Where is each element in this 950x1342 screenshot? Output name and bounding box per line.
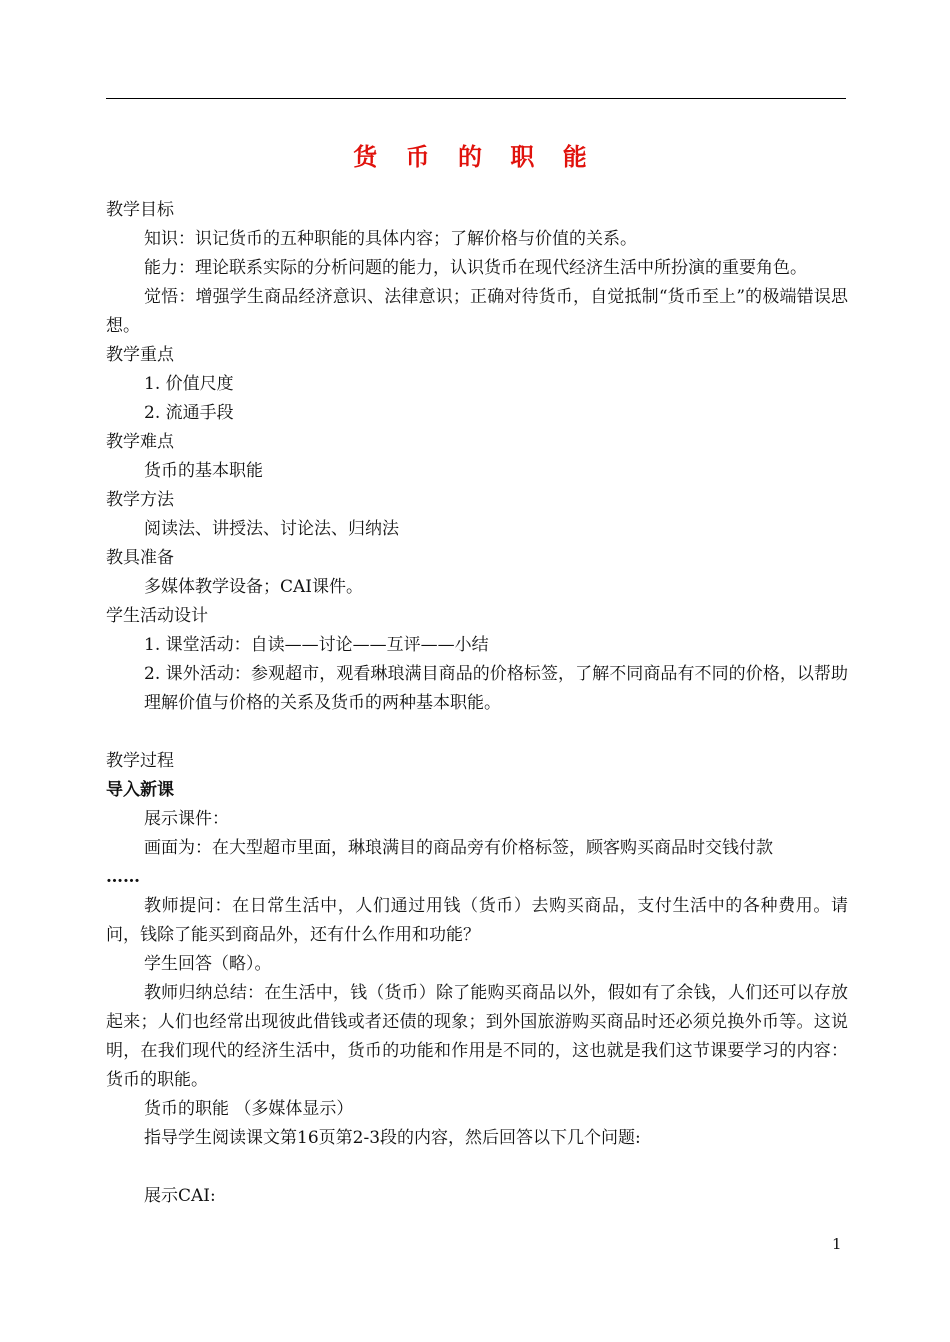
- method-heading: 教学方法: [106, 490, 174, 510]
- key-item: 1. 价值尺度: [144, 374, 234, 394]
- goal-ability: 能力：理论联系实际的分析问题的能力，认识货币在现代经济生活中所扮演的重要角色。: [144, 258, 807, 278]
- method-text: 阅读法、讲授法、讨论法、归纳法: [144, 519, 399, 539]
- document-body: [106, 196, 848, 1211]
- functions-display: 货币的职能 （多媒体显示）: [144, 1099, 354, 1119]
- header-rule: [106, 98, 846, 99]
- activity-heading: 学生活动设计: [106, 606, 208, 626]
- activity-item: 2. 课外活动：参观超市，观看琳琅满目商品的价格标签，了解不同商品有不同的价格，以帮助理解价值与价格的关系及货币的两种基本职能。: [144, 664, 848, 713]
- difficulty-text: 货币的基本职能: [144, 461, 263, 481]
- process-heading: 教学过程: [106, 751, 174, 771]
- key-heading: 教学重点: [106, 345, 174, 365]
- tools-heading: 教具准备: [106, 548, 174, 568]
- show-cai: 展示CAI:: [144, 1186, 216, 1206]
- tools-text: 多媒体教学设备；CAI课件。: [144, 577, 363, 597]
- spacer: [106, 1153, 848, 1182]
- activity-item: 1. 课堂活动：自读——讨论——互评——小结: [144, 635, 489, 655]
- guide-reading: 指导学生阅读课文第16页第2-3段的内容，然后回答以下几个问题:: [144, 1128, 641, 1148]
- page-number: 1: [832, 1235, 842, 1253]
- spacer: [106, 718, 848, 747]
- key-item: 2. 流通手段: [144, 403, 234, 423]
- show-courseware: 展示课件：: [144, 809, 229, 829]
- scene-ellipsis: ……: [106, 867, 140, 887]
- goal-knowledge: 知识：识记货币的五种职能的具体内容；了解价格与价值的关系。: [144, 229, 637, 249]
- goals-heading: 教学目标: [106, 200, 174, 220]
- page-title: 货 币 的 职 能: [353, 142, 597, 171]
- scene-description: 画面为：在大型超市里面，琳琅满目的商品旁有价格标签，顾客购买商品时交钱付款: [144, 838, 773, 858]
- teacher-question: 教师提问：在日常生活中，人们通过用钱（货币）去购买商品，支付生活中的各种费用。请问，钱除了能买到商品外，还有什么作用和功能？: [106, 896, 848, 945]
- student-answer: 学生回答（略）。: [144, 954, 272, 974]
- intro-heading: 导入新课: [106, 780, 174, 800]
- difficulty-heading: 教学难点: [106, 432, 174, 452]
- teacher-summary: 教师归纳总结：在生活中，钱（货币）除了能购买商品以外，假如有了余钱，人们还可以存放起来；人们也经常出现彼此借钱或者还债的现象；到外国旅游购买商品时还必须兑换外币等。这说明，在我们现代的经济生活中，货币的功能和作用是不同的，这也就是我们这节课要学习的内容：货币的职能。: [106, 983, 848, 1090]
- goal-awareness: 觉悟：增强学生商品经济意识、法律意识；正确对待货币，自觉抵制“货币至上”的极端错误思想。: [106, 287, 848, 336]
